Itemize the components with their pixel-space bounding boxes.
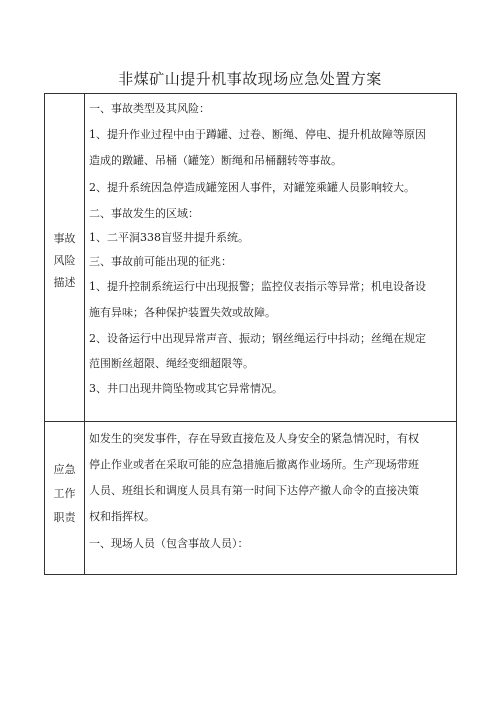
paragraph: 人员、班组长和调度人员具有第一时间下达停产撤人命令的直接决策	[89, 484, 419, 497]
risk-label: 事故 风险 描述	[53, 232, 76, 289]
paragraph: 停止作业或者在采取可能的应急措施后撤离作业场所。生产现场带班	[89, 458, 419, 471]
paragraph: 2、提升系统因急停造成罐笼困人事件，对罐笼乘罐人员影响较大。	[89, 181, 415, 194]
document-title: 非煤矿山提升机事故现场应急处置方案	[118, 70, 382, 88]
paragraph: 范围断丝超限、绳经变细超限等。	[89, 357, 254, 370]
paragraph: 2、设备运行中出现异常声音、振动；钢丝绳运行中抖动；丝绳在规定	[89, 332, 426, 345]
paragraph: 造成的蹾罐、吊桶（罐笼）断绳和吊桶翻转等事故。	[89, 154, 342, 167]
paragraph: 三、事故前可能出现的征兆：	[89, 255, 232, 268]
paragraph: 施有异味；各种保护装置失效或故障。	[89, 306, 276, 319]
paragraph: 1、提升作业过程中由于蹲罐、过卷、断绳、停电、提升机故障等原因	[89, 128, 426, 141]
paragraph: 二、事故发生的区域：	[89, 207, 199, 220]
paragraph: 如发生的突发事件，存在导致直接危及人身安全的紧急情况时，有权	[89, 432, 419, 445]
paragraph: 一、现场人员（包含事故人员）：	[89, 537, 249, 550]
risk-label-cell	[45, 94, 85, 422]
section-emergency-duties	[45, 422, 457, 575]
section-risk-description	[45, 94, 457, 422]
duties-content-cell	[85, 422, 457, 575]
paragraph: 3、井口出现井筒坠物或其它异常情况。	[89, 382, 283, 395]
paragraph: 一、事故类型及其风险：	[89, 102, 210, 115]
duties-label: 应急 工作 职责	[53, 463, 76, 524]
paragraph: 1、提升控制系统运行中出现报警；监控仪表指示等异常；机电设备设	[89, 280, 426, 293]
paragraph: 权和指挥权。	[89, 510, 155, 523]
duties-label-cell	[45, 422, 85, 575]
paragraph: 1、二平洞338盲竖井提升系统。	[89, 231, 249, 244]
risk-content-cell	[85, 94, 457, 422]
emergency-plan-table	[44, 93, 457, 575]
